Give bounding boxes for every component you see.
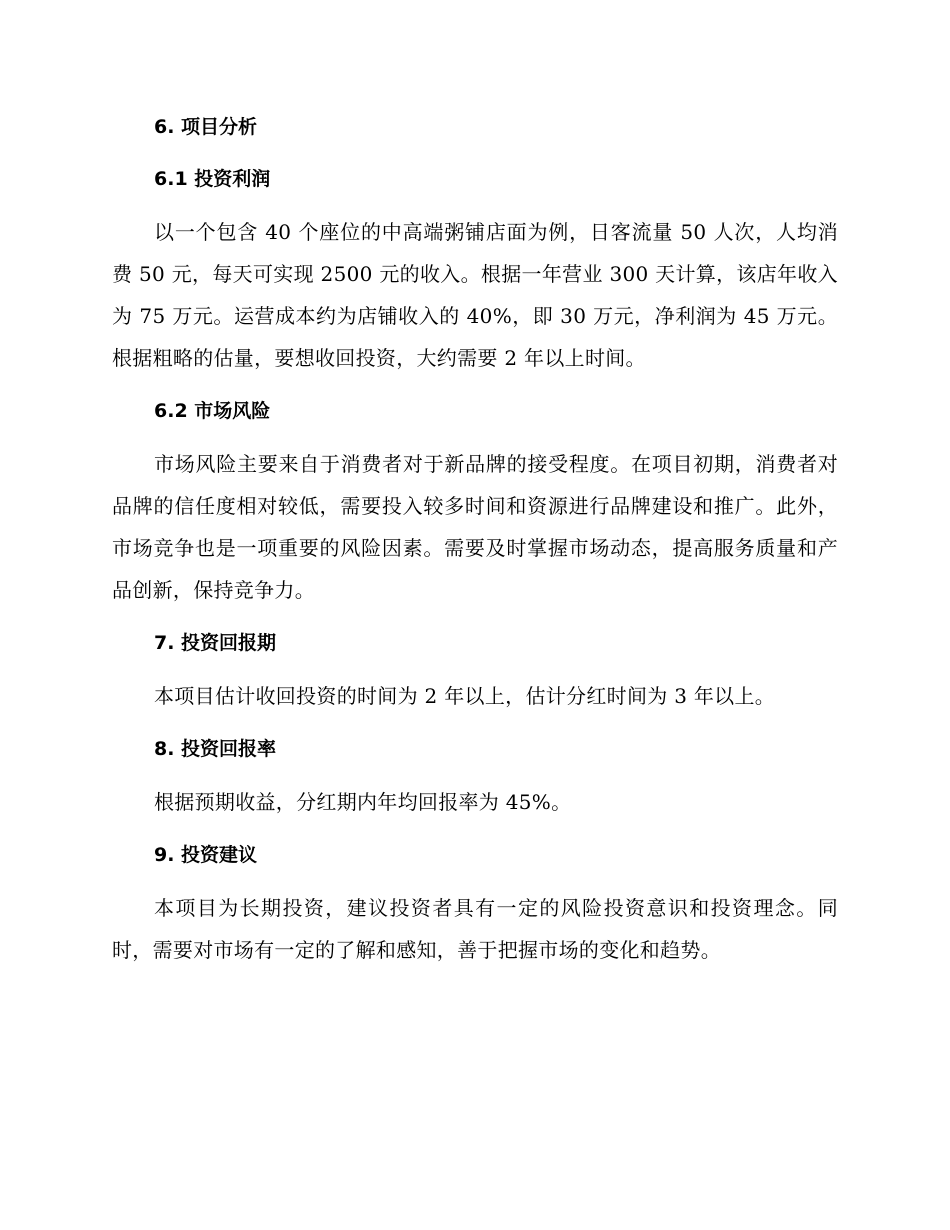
paragraph-investment-advice: 本项目为长期投资，建议投资者具有一定的风险投资意识和投资理念。同时，需要对市场有一定的了解和感知，善于把握市场的变化和趋势。: [112, 896, 838, 962]
paragraph-return-rate: 根据预期收益，分红期内年均回报率为 45%。: [154, 790, 572, 814]
section-heading-6: 6. 项目分析: [154, 116, 258, 138]
section-heading-9: 9. 投资建议: [154, 844, 258, 866]
document-page: [112, 107, 838, 971]
section-heading-8: 8. 投资回报率: [154, 738, 277, 760]
section-heading-7: 7. 投资回报期: [154, 632, 277, 654]
section-heading-6-2: 6.2 市场风险: [154, 400, 271, 422]
section-heading-6-1: 6.1 投资利润: [154, 168, 271, 190]
paragraph-investment-profit: 以一个包含 40 个座位的中高端粥铺店面为例，日客流量 50 人次，人均消费 50 元，每天可实现 2500 元的收入。根据一年营业 300 天计算，该店年收入为 75 万元。运营成本约为店铺收入的 40%，即 30 万元，净利润为 45 万元。根据粗略的估量，要想收回投资，大约需要 2 年以上时间。: [112, 220, 838, 370]
paragraph-payback-period: 本项目估计收回投资的时间为 2 年以上，估计分红时间为 3 年以上。: [154, 684, 776, 708]
paragraph-market-risk: 市场风险主要来自于消费者对于新品牌的接受程度。在项目初期，消费者对品牌的信任度相对较低，需要投入较多时间和资源进行品牌建设和推广。此外，市场竞争也是一项重要的风险因素。需要及时掌握市场动态，提高服务质量和产品创新，保持竞争力。: [112, 452, 838, 602]
